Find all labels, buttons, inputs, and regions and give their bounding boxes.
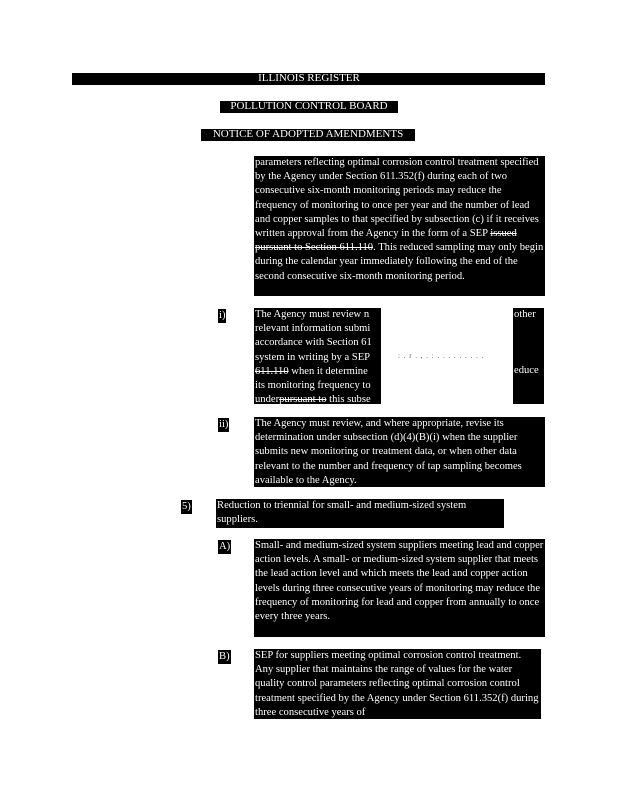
item-i-label: i) (219, 310, 226, 321)
board-title: POLLUTION CONTROL BOARD (220, 101, 398, 113)
item-5-label: 5) (182, 501, 191, 512)
notice-title: NOTICE OF ADOPTED AMENDMENTS (201, 129, 415, 141)
continuation-paragraph: parameters reflecting optimal corrosion control treatment specified by the Agency under Section 611.352(f) during each of two consecutive six-month monitoring periods may reduce the frequency of monitoring to once per year and the number of lead and copper samples to that specified by subsection (c) if it receives written approval from the Agency in the form of a SEP issued pursuant to Section 611.110. This reduced sampling may only begin during the calendar year immediately following the end of the second consecutive six-month monitoring period. (254, 156, 545, 296)
register-title: ILLINOIS REGISTER (252, 73, 366, 85)
item-ii-label: ii) (219, 419, 229, 430)
item-i-paragraph: The Agency must review n relevant information submi accordance with Section 61 system in writing by a SEP 611.110 when it determine its monitoring frequency to underpursuant to this subse (254, 308, 544, 404)
item-A-paragraph: Small- and medium-sized system suppliers meeting lead and copper action levels. A small- or medium-sized system supplier that meets the lead action level and which meets the lead and copper action levels during three consecutive years of monitoring may reduce the frequency of monitoring for lead and copper from annually to once every three years. (254, 539, 545, 637)
item-B-paragraph: SEP for suppliers meeting optimal corrosion control treatment. Any supplier that maintains the range of values for the water quality control parameters reflecting optimal corrosion control treatment specified by the Agency under Section 611.352(f) during three consecutive years of (254, 649, 541, 719)
strike-text: issued pursuant to Section 611.110 (255, 228, 517, 254)
item-ii-paragraph: The Agency must review, and where appropriate, revise its determination under subsection (d)(4)(B)(i) when the supplier submits new monitoring or treatment data, or when other data relevant to the number and frequency of tap sampling becomes available to the Agency. (254, 417, 545, 487)
item-i-line5-end: educe (514, 365, 539, 376)
item-A-label: A) (219, 541, 231, 552)
scan-noise: : . r . , . : . . . . . . . . . (398, 352, 485, 360)
item-5-heading: Reduction to triennial for small- and medium-sized system suppliers. (216, 499, 504, 528)
item-B-label: B) (219, 651, 230, 662)
item-i-line1-end: other (514, 309, 536, 320)
